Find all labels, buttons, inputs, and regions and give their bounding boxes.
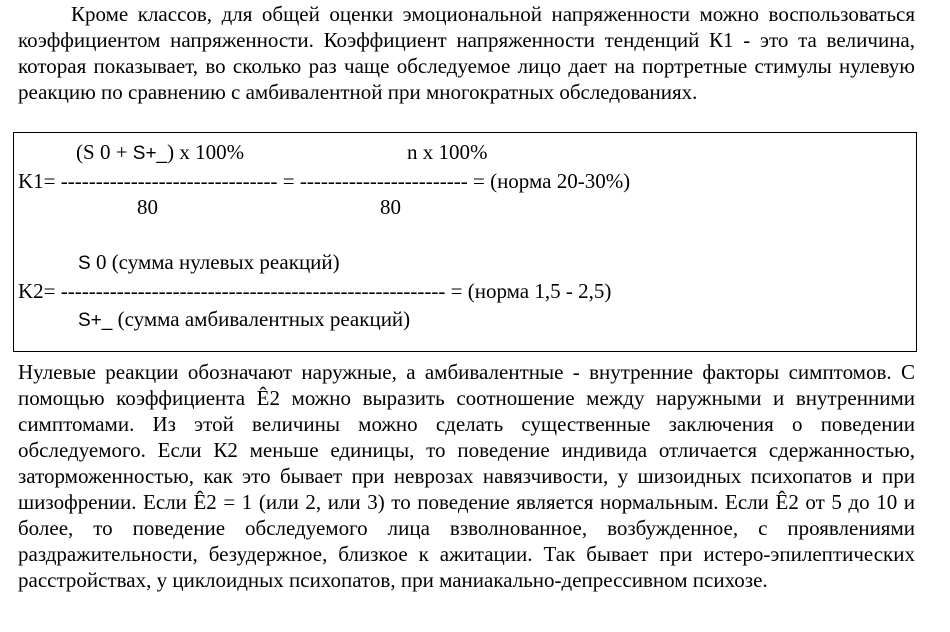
k1-num-mid: 0 + — [99, 140, 133, 164]
k1-num-sym2: S+_ — [132, 143, 168, 164]
outro-paragraph: Нулевые реакции обозначают наружные, а амбивалентные - внутренние факторы симптомов. С помощью коэффициента Ê2 можно выразить соотношение между наружными и внутренними симптомами. Из этой величины можно сделать существенные заключения о поведении обследуемого. Если К2 меньше единицы, то поведение индивида отличается сдержанностью, заторможенностью, как это бывает при неврозах навязчивости, у шизоидных психопатов и при шизофрении. Если Ê2 = 1 (или 2, или 3) то поведение является нормальным. Если Ê2 от 5 до 10 и более, то поведение обследуемого лица взволнованное, возбужденное, с проявлениями раздражительности, безудержное, близкое к ажитации. Так бывает при истеро-эпилептических расстройствах, у циклоидных психопатов, при маниакально-депрессивном психозе. — [18, 360, 915, 592]
k2-denominator — [78, 307, 410, 333]
k1-numerator-left — [76, 140, 244, 166]
k1-fraction-line: K1= ------------------------------- = ------------------------ = (норма 20-30%) — [18, 169, 631, 193]
k1-denominator-left: 80 — [137, 195, 158, 219]
k1-numerator-right: n x 100% — [407, 140, 488, 164]
k2-den-sym: S+_ — [78, 310, 113, 331]
k2-numerator — [78, 250, 340, 276]
formula-box — [13, 132, 917, 352]
k1-num-open: (S — [76, 140, 95, 164]
k2-num-sym: S — [78, 253, 91, 274]
k2-num-text: 0 (сумма нулевых реакций) — [95, 250, 340, 274]
k1-denominator-right: 80 — [380, 195, 401, 219]
k2-den-text: (сумма амбивалентных реакций) — [117, 307, 411, 331]
k2-fraction-line: K2= ------------------------------------------------------- = (норма 1,5 - 2,5) — [18, 279, 612, 303]
k1-num-end: ) x 100% — [167, 140, 245, 164]
intro-paragraph: Кроме классов, для общей оценки эмоциональной напряженности можно воспользоваться коэффициентом напряженности. Коэффициент напряженности тенденций К1 - это та величина, которая показывает, во сколько раз чаще обследуемое лицо дает на портретные стимулы нулевую реакцию по сравнению с амбивалентной при многократных обследованиях. — [18, 2, 915, 104]
